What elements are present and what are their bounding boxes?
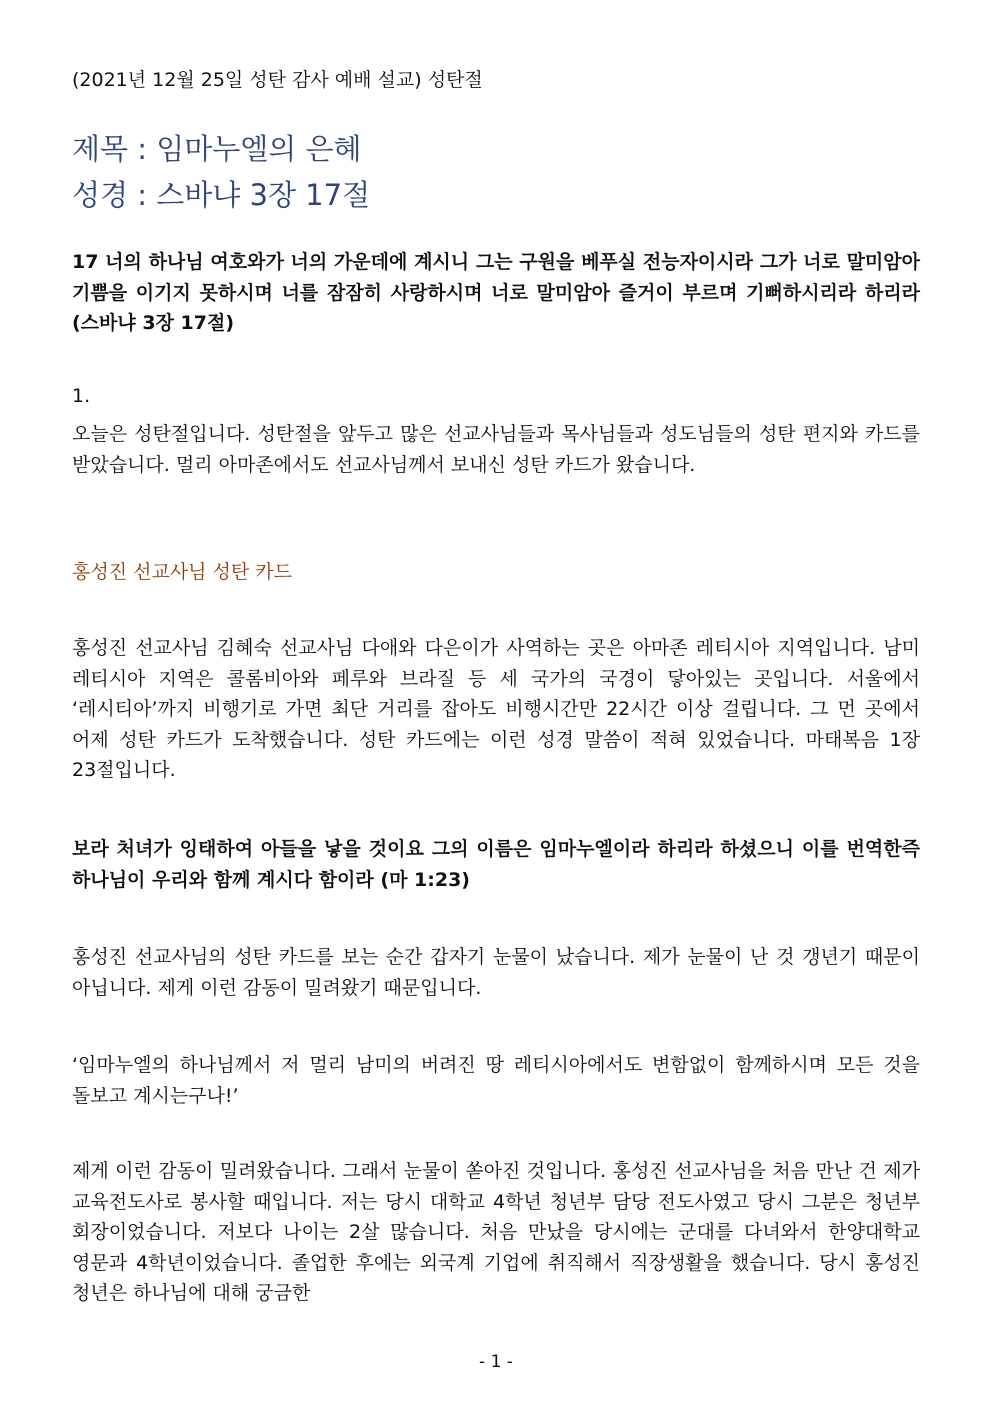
section-number: 1. (72, 385, 91, 407)
memory-paragraph: 제게 이런 감동이 밀려왔습니다. 그래서 눈물이 쏟아진 것입니다. 홍성진 선교사님을 처음 만난 건 제가 교육전도사로 봉사할 때입니다. 저는 당시 대학교 4학년 청년부 담당 전도사였고 당시 그분은 청년부 회장이었습니다. 저보다 나이는 2살 많습니다. 처음 만났을 당시에는 군대를 다녀와서 한양대학교 영문과 4학년이었습니다. 졸업한 후에는 외국계 기업에 취직해서 직장생활을 했습니다. 당시 홍성진 청년은 하나님에 대해 궁금한 (72, 1160, 921, 1304)
title-block (72, 126, 370, 218)
sermon-header: (2021년 12월 25일 성탄 감사 예배 설교) 성탄절 (72, 69, 483, 91)
tears-paragraph: 홍성진 선교사님의 성탄 카드를 보는 순간 갑자기 눈물이 났습니다. 제가 눈물이 난 것 갱년기 때문이 아닙니다. 제게 이런 감동이 밀려왔기 때문입니다. (72, 946, 920, 999)
matthew-quote: 보라 처녀가 잉태하여 아들을 낳을 것이요 그의 이름은 임마누엘이라 하리라 하셨으니 이를 번역한즉 하나님이 우리와 함께 계시다 함이라 (마 1:23) (72, 838, 920, 891)
sermon-title: 제목 : 임마누엘의 은혜 (72, 132, 362, 166)
card-paragraph: 홍성진 선교사님 김혜숙 선교사님 다애와 다은이가 사역하는 곳은 아마존 레티시아 지역입니다. 남미 레티시아 지역은 콜롬비아와 페루와 브라질 등 세 국가의 국경이 닿아있는 곳입니다. 서울에서 ‘레시티아’까지 비행기로 가면 최단 거리를 잡아도 비행시간만 22시간 이상 걸립니다. 그 먼 곳에서 어제 성탄 카드가 도착했습니다. 성탄 카드에는 이런 성경 말씀이 적혀 있었습니다. 마태복음 1장 23절입니다. (72, 637, 920, 781)
inner-thought: ‘임마누엘의 하나님께서 저 멀리 남미의 버려진 땅 레티시아에서도 변함없이 함께하시며 모든 것을 돌보고 계시는구나!’ (72, 1054, 920, 1107)
scripture-reference: 성경 : 스바냐 3장 17절 (72, 178, 371, 212)
page-number: - 1 - (479, 1352, 513, 1372)
card-subheading: 홍성진 선교사님 성탄 카드 (72, 561, 293, 583)
intro-paragraph: 오늘은 성탄절입니다. 성탄절을 앞두고 많은 선교사님들과 목사님들과 성도님들의 성탄 편지와 카드를 받았습니다. 멀리 아마존에서도 선교사님께서 보내신 성탄 카드가 왔습니다. (72, 423, 920, 476)
verse-quote: 17 너의 하나님 여호와가 너의 가운데에 계시니 그는 구원을 베푸실 전능자이시라 그가 너로 말미암아 기쁨을 이기지 못하시며 너를 잠잠히 사랑하시며 너로 말미암아 즐거이 부르며 기뻐하시리라 하리라 (스바냐 3장 17절) (72, 251, 920, 334)
